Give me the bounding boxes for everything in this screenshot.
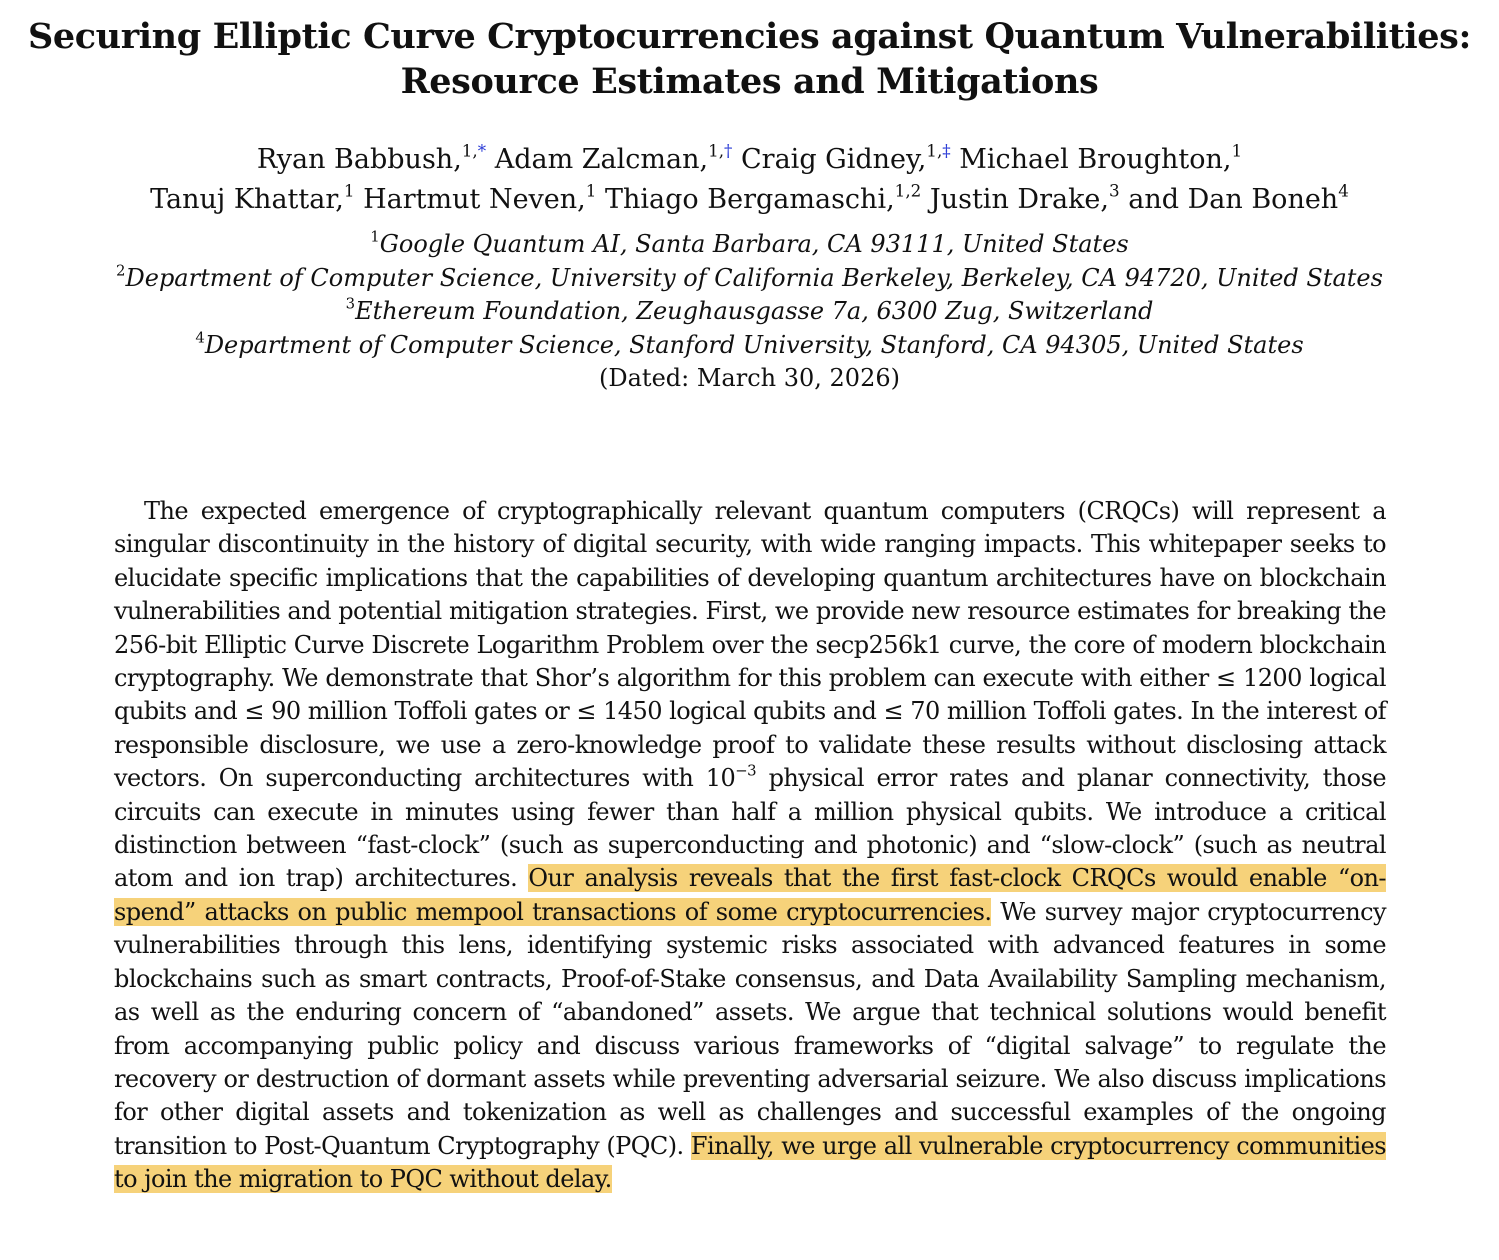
author-name: Ryan Babbush, [256, 144, 462, 175]
author-line-2 [0, 180, 1499, 220]
abstract-text: The expected emergence of cryptographically relevant quantum computers (CRQCs) will represent a singular discontinuity in the history of digital security, with wide ranging impacts. This whitepaper seeks to elucidate specific implications that the capabilities of developing quantum architectures have on blockchain vulnerabilities and potential mitigation strategies. First, we provide new resource estimates for breaking the 256-bit Elliptic Curve Discrete Logarithm Problem over the secp256k1 curve, the core of modern blockchain cryptography. We demonstrate that Shor’s algorithm for this problem can execute with either ≤ 1200 logical qubits and ≤ 90 million Toffoli gates or ≤ 1450 logical qubits and ≤ 70 million Toffoli gates. In the interest of responsible disclosure, we use a zero-knowledge proof to validate these results without disclosing attack vectors. On superconducting architectures with 10 [114, 497, 1386, 793]
author-name: Thiago Bergamaschi, [605, 184, 895, 215]
affiliation-item [0, 295, 1499, 329]
author-affil-sup: 1 [585, 180, 597, 201]
author-affil-sup: 1,* [461, 140, 487, 161]
affiliation-text: Google Quantum AI, Santa Barbara, CA 93111, United States [379, 230, 1129, 258]
affiliation-number: 3 [345, 294, 356, 313]
affiliation-item [0, 329, 1499, 363]
title-line-1: Securing Elliptic Curve Cryptocurrencies against Quantum Vulnerabilities: [28, 16, 1471, 57]
highlighted-sentence: Our analysis reveals that the first fast-clock CRQCs would enable “on-spend” attacks on public mempool transactions of some cryptocurrencies. [114, 864, 1386, 926]
author-conjunction: and [1128, 184, 1180, 215]
affiliation-list [0, 228, 1499, 362]
author-line-1 [0, 140, 1499, 180]
paper-title [0, 14, 1499, 104]
author-name: Michael Broughton, [959, 144, 1232, 175]
footnote-mark-link[interactable]: † [724, 140, 733, 161]
affiliation-text: Department of Computer Science, Stanford University, Stanford, CA 94305, United States [204, 330, 1304, 359]
abstract-text: We survey major cryptocurrency vulnerabilities through this lens, identifying systemic risks associated with advanced features in some blockchains such as smart contracts, Proof-of-Stake consensus, and Data Availability Sampling mechanism, as well as the enduring concern of “abandoned” assets. We argue that technical solutions would benefit from accompanying public policy and discuss various frameworks of “digital salvage” to regulate the recovery or destruction of dormant assets while preventing adversarial seizure. We also discuss implications for other digital assets and tokenization as well as challenges and successful examples of the ongoing transition to Post-Quantum Cryptography (PQC). [114, 897, 1387, 1160]
author-name: Dan Boneh [1187, 184, 1339, 215]
affiliation-number: 2 [116, 261, 126, 280]
author-affil-sup: 1 [343, 180, 355, 201]
author-name: Craig Gidney, [741, 144, 927, 175]
exponent: −3 [735, 761, 757, 780]
author-affil-sup: 1,2 [894, 180, 922, 201]
date-line: (Dated: March 30, 2026) [599, 364, 900, 392]
author-affil-sup: 1,† [708, 140, 733, 161]
author-name: Justin Drake, [929, 184, 1109, 215]
highlighted-sentence: Finally, we urge all vulnerable cryptocurrency communities to join the migration to PQC without delay. [114, 1131, 1386, 1194]
affiliation-item [0, 228, 1499, 262]
author-affil-sup: 1 [1231, 140, 1243, 161]
abstract-text: physical error rates and planar connectivity, those circuits can execute in minutes using fewer than half a million physical qubits. We introduce a critical distinction between “fast-clock” (such as superconducting and photonic) and “slow-clock” (such as neutral atom and ion trap) architectures. [114, 764, 1386, 893]
author-name: Hartmut Neven, [363, 184, 586, 215]
footnote-mark-link[interactable]: * [477, 140, 487, 161]
affiliation-number: 4 [195, 328, 205, 347]
affiliation-text: Ethereum Foundation, Zeughausgasse 7a, 6300 Zug, Switzerland [355, 297, 1154, 325]
author-affil-sup: 3 [1109, 180, 1120, 201]
author-list [0, 140, 1499, 220]
affiliation-number: 1 [370, 227, 380, 246]
author-name: Tanuj Khattar, [150, 184, 344, 215]
affiliation-item [0, 262, 1499, 296]
author-affil-sup: 1,‡ [926, 140, 951, 161]
author-name: Adam Zalcman, [494, 144, 709, 175]
author-affil-sup: 4 [1338, 180, 1349, 201]
title-line-2: Resource Estimates and Mitigations [400, 61, 1099, 102]
affiliation-text: Department of Computer Science, University of California Berkeley, Berkeley, CA 94720, United States [125, 263, 1383, 292]
footnote-mark-link[interactable]: ‡ [942, 140, 951, 161]
abstract-paragraph [114, 495, 1386, 1197]
